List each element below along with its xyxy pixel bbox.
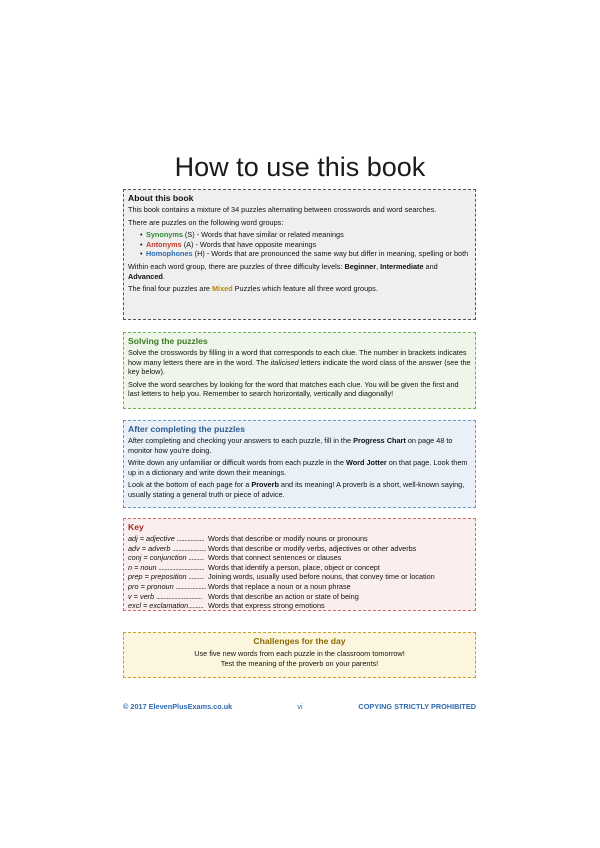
wordsearch-instructions: Solve the word searches by looking for the word that matches each clue. You will be given the first and last letters to help you. Remember to search horizontally, vertically and diagonally!: [128, 379, 459, 399]
footer-page-number: vi: [297, 702, 303, 711]
after-heading: After completing the puzzles: [128, 424, 245, 434]
after-section: [123, 420, 476, 508]
key-section: [123, 518, 476, 611]
synonyms-label: Synonyms: [146, 230, 183, 240]
key-row: [128, 553, 471, 563]
abbr-text: pro = pronoun: [128, 581, 176, 591]
challenge-section: [123, 632, 476, 678]
homophones-description: (H) - Words that are pronounced the same way but differ in meaning, spelling or both: [192, 249, 469, 259]
key-description: Words that describe an action or state of being: [208, 591, 359, 601]
bullet-icon: •: [140, 239, 143, 249]
text-span: .: [162, 271, 165, 281]
key-abbreviation: [128, 582, 208, 592]
key-row: [128, 563, 471, 573]
text-span: on that page. Look them up in a dictionary and write down their meanings.: [128, 458, 468, 477]
text-span: The final four puzzles are: [128, 284, 212, 294]
text-span: and: [423, 261, 438, 271]
antonyms-description: (A) - Words that have opposite meanings: [181, 239, 317, 249]
leader-dots: ......................: [172, 543, 207, 553]
key-description: Words that describe or modify nouns or pronouns: [208, 534, 368, 543]
about-intro: This book contains a mixture of 34 puzzles alternating between crosswords and word searches.: [128, 205, 437, 214]
text-span: ,: [376, 261, 381, 271]
key-row: [128, 592, 471, 602]
bullet-icon: •: [140, 249, 143, 259]
about-section: [123, 189, 476, 320]
list-item: [140, 240, 471, 250]
key-abbreviation: [128, 553, 208, 563]
progress-chart-label: Progress Chart: [353, 436, 406, 445]
word-groups-list: [128, 230, 471, 259]
word-jotter-label: Word Jotter: [345, 458, 387, 468]
abbr-text: excl = exclamation: [128, 601, 189, 611]
key-description: Words that express strong emotions: [208, 601, 325, 611]
antonyms-label: Antonyms: [146, 239, 182, 249]
key-description: Words that describe or modify verbs, adjectives or other adverbs: [208, 543, 417, 553]
list-item: [140, 249, 471, 259]
synonyms-description: (S) - Words that have similar or related meanings: [182, 230, 344, 240]
beginner-label: Beginner: [344, 261, 377, 271]
key-abbreviation: [128, 601, 208, 611]
key-description: Words that connect sentences or clauses: [208, 553, 342, 563]
leader-dots: ..........: [188, 572, 204, 582]
page-title: How to use this book: [174, 152, 426, 182]
abbr-text: adv = adverb: [128, 543, 173, 553]
key-description: Words that identify a person, place, object or concept: [208, 562, 380, 572]
footer-notice: COPYING STRICTLY PROHIBITED: [358, 702, 476, 711]
leader-dots: ..............................: [156, 591, 203, 601]
text-span: Puzzles which feature all three word groups.: [232, 284, 378, 294]
key-description: Joining words, usually used before nouns, that convey time or location: [208, 572, 435, 582]
crossword-instructions: [128, 348, 471, 377]
key-abbreviation: [128, 534, 208, 544]
key-description: Words that replace a noun or a noun phrase: [208, 581, 351, 591]
key-row: [128, 601, 471, 611]
key-abbreviation: [128, 544, 208, 554]
challenge-heading: Challenges for the day: [253, 636, 346, 646]
about-groups-intro: There are puzzles on the following word groups:: [128, 217, 284, 227]
leader-dots: ..................: [176, 534, 205, 543]
abbr-text: prep = preposition: [128, 572, 189, 582]
jotter-instructions: [128, 458, 471, 477]
proverb-label: Proverb: [251, 480, 279, 490]
key-abbreviation: [128, 572, 208, 582]
key-row: [128, 582, 471, 592]
progress-instructions: [128, 436, 471, 455]
leader-dots: ....................: [175, 581, 207, 591]
leader-dots: ..............................: [158, 562, 205, 572]
text-span: After completing and checking your answers to each puzzle, fill in the: [128, 436, 354, 445]
italicised-word: italicised: [270, 357, 299, 367]
mixed-puzzles: [128, 284, 471, 294]
key-row: [128, 534, 471, 544]
solving-heading: Solving the puzzles: [128, 336, 208, 346]
proverb-instructions: [128, 480, 471, 499]
text-span: letters indicate the word class of the answer (see the key below).: [128, 357, 471, 377]
difficulty-levels: [128, 262, 471, 281]
key-abbreviation: [128, 563, 208, 573]
homophones-label: Homophones: [146, 249, 193, 259]
solving-section: [123, 332, 476, 409]
text-span: Solve the crosswords by filling in a word that corresponds to each clue. The number in brackets indicates how many letters there are in the word. The: [128, 348, 467, 367]
text-span: Within each word group, there are puzzles of three difficulty levels:: [128, 261, 345, 271]
text-span: and its meaning! A proverb is a short, well-known saying, usually stating a general truth or piece of advice.: [128, 480, 465, 499]
footer-copyright: © 2017 ElevenPlusExams.co.uk: [123, 702, 233, 711]
challenge-line-1: Use five new words from each puzzle in the classroom tomorrow!: [194, 649, 405, 658]
about-heading: About this book: [128, 193, 194, 203]
key-abbreviation: [128, 592, 208, 602]
text-span: Write down any unfamiliar or difficult words from each puzzle in the: [128, 458, 346, 468]
intermediate-label: Intermediate: [380, 261, 424, 271]
text-span: on page 48 to monitor how you're doing.: [128, 436, 453, 455]
abbr-text: n = noun: [128, 562, 159, 572]
bullet-icon: •: [140, 230, 143, 240]
list-item: [140, 230, 471, 240]
abbr-text: v = verb: [128, 591, 157, 601]
key-heading: Key: [128, 522, 144, 532]
challenge-line-2: Test the meaning of the proverb on your parents!: [220, 658, 379, 668]
key-row: [128, 572, 471, 582]
key-row: [128, 544, 471, 554]
mixed-label: Mixed: [211, 284, 233, 294]
text-span: Look at the bottom of each page for a: [128, 480, 252, 490]
abbr-text: adj = adjective: [128, 534, 177, 543]
leader-dots: ..........: [188, 553, 204, 563]
leader-dots: ..........: [188, 601, 204, 611]
abbr-text: conj = conjunction: [128, 553, 189, 563]
advanced-label: Advanced: [128, 271, 163, 281]
